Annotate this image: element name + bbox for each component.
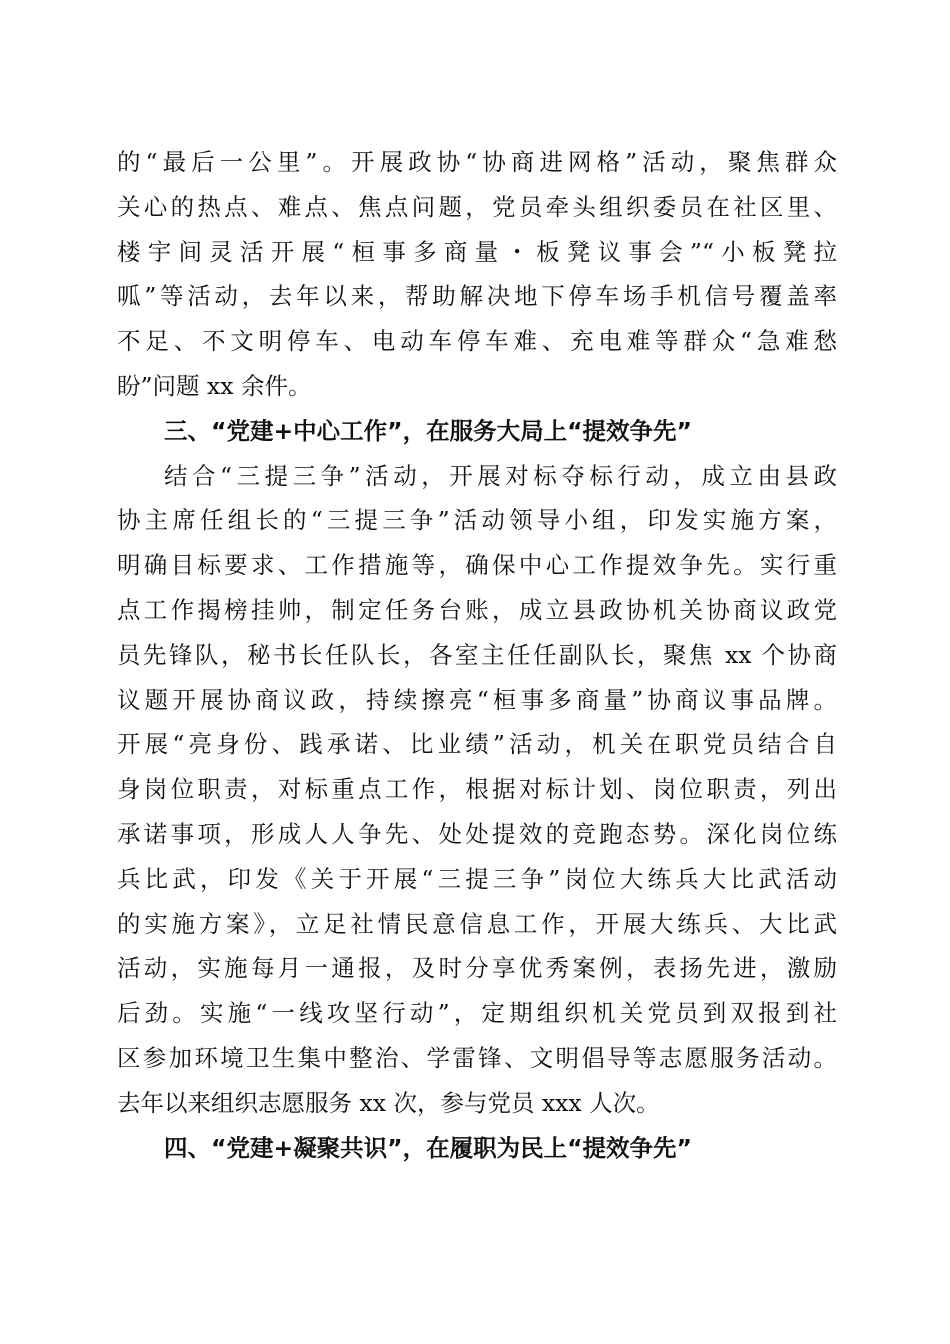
text-line: 点工作揭榜挂帅，制定任务台账，成立县政协机关协商议政党 bbox=[117, 595, 837, 624]
text-line: 呱”等活动，去年以来，帮助解决地下停车场手机信号覆盖率 bbox=[117, 282, 837, 311]
text-line: 员先锋队，秘书长任队长，各室主任任副队长，聚焦 xx 个协商 bbox=[117, 640, 837, 669]
text-line: 不足、不文明停车、电动车停车难、充电难等群众“急难愁 bbox=[117, 327, 837, 356]
paragraph-continued bbox=[117, 140, 837, 409]
text-line: 兵比武，印发《关于开展“三提三争”岗位大练兵大比武活动 bbox=[117, 864, 837, 893]
text-line: 开展“亮身份、践承诺、比业绩”活动，机关在职党员结合自 bbox=[117, 730, 837, 759]
text-line: 区参加环境卫生集中整治、学雷锋、文明倡导等志愿服务活动。 bbox=[117, 1043, 837, 1072]
text-line: 后劲。实施“一线攻坚行动”，定期组织机关党员到双报到社 bbox=[117, 999, 837, 1028]
text-line: 议题开展协商议政，持续擦亮“桓事多商量”协商议事品牌。 bbox=[117, 685, 837, 714]
section-heading-3: 三、“党建+中心工作”，在服务大局上“提效争先” bbox=[164, 416, 692, 445]
text-line: 结合“三提三争”活动，开展对标夺标行动，成立由县政 bbox=[164, 461, 837, 490]
text-line: 承诺事项，形成人人争先、处处提效的竞跑态势。深化岗位练 bbox=[117, 819, 837, 848]
text-line: 身岗位职责，对标重点工作，根据对标计划、岗位职责，列出 bbox=[117, 775, 837, 804]
text-line: 明确目标要求、工作措施等，确保中心工作提效争先。实行重 bbox=[117, 551, 837, 580]
text-line: 去年以来组织志愿服务 xx 次，参与党员 xxx 人次。 bbox=[117, 1088, 660, 1117]
text-line: 盼”问题 xx 余件。 bbox=[117, 371, 312, 400]
text-line: 关心的热点、难点、焦点问题，党员牵头组织委员在社区里、 bbox=[117, 192, 837, 221]
paragraph-section-3 bbox=[117, 454, 837, 1126]
text-line: 的“最后一公里”。开展政协“协商进网格”活动，聚焦群众 bbox=[117, 148, 837, 176]
document-body bbox=[117, 140, 837, 1170]
text-line: 协主席任组长的“三提三争”活动领导小组，印发实施方案， bbox=[117, 506, 837, 535]
text-line: 的实施方案》，立足社情民意信息工作，开展大练兵、大比武 bbox=[117, 909, 837, 938]
text-line: 活动，实施每月一通报，及时分享优秀案例，表扬先进，激励 bbox=[117, 954, 837, 983]
text-line: 楼宇间灵活开展“桓事多商量・板凳议事会”“小板凳拉 bbox=[117, 237, 837, 266]
section-heading-4: 四、“党建+凝聚共识”，在履职为民上“提效争先” bbox=[164, 1133, 692, 1162]
